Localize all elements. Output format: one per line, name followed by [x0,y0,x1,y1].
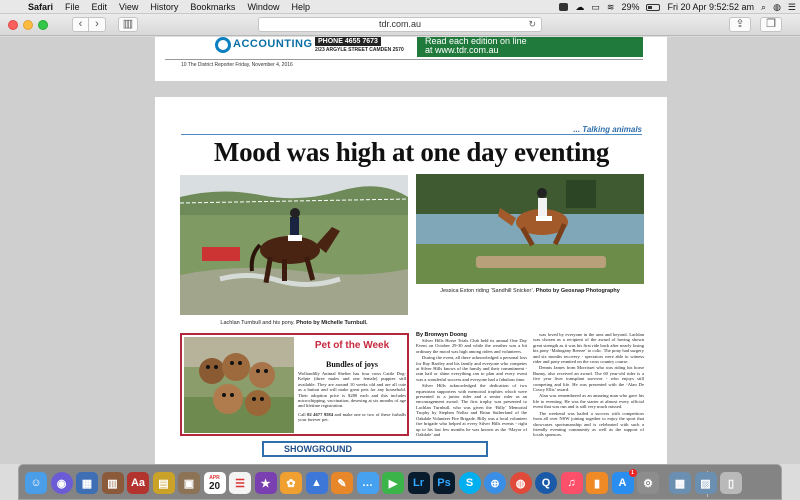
app-menu-safari[interactable]: Safari [28,1,54,12]
menu-file[interactable]: File [65,1,80,12]
photo-caption-lachlan [180,320,408,326]
article-paragraph: Dennis James from Morrisset who was riding his horse Bunny, also received an award. The 60 year-old rider is a five year liver transplant survivor - who enjoys still competing and life. He was presented with the ‘Alan De Coucy Ellis’ award. [533,365,644,393]
article-paragraph: During the event, all there acknowledged a personal loss for Ray Bartley and his family and everyone who competes at Silver Hills knows of the family and their commitment - rain hail or shine everything ran to plan and every event was a wonderful success and everyone had a fabulous time. [416,355,527,382]
menu-help[interactable]: Help [291,1,310,12]
accounting-logo-icon [215,37,231,53]
screen-mirror-icon[interactable]: ▭ [591,1,600,12]
article-paragraph: Silver Hills acknowledged the dedication of two equestrian supporters with memorial trophies which were presented to a junior rider and a senior rider as an encouragement award. The first trophy was presented to Lachlan Turnbull, who was given the ‘Billy’ Memorial Trophy by Stephen Nollar and Brian Sutherland of the Oakdale Volunteer Fire Brigade. Billy was a local volunteer fire brigade who helped at every Silver Hills events - right up to his last few months he was known as the ‘Mayor of Oakdale’ and [416,383,527,437]
browser-toolbar [0,14,800,36]
dictionary-dock-icon[interactable]: Aa [127,472,149,494]
lightroom-dock-icon[interactable]: Lr [408,472,430,494]
siri-dock-icon[interactable]: ◉ [51,472,73,494]
article-paragraph: Silver Hills Horse Trials Club held its annual One Day Event on October 29-30 and while the weather was a bit ordinary the mood was high among riders and volunteers. [416,338,527,354]
newspaper-page [155,97,667,464]
previous-newspaper-page [155,37,667,81]
share-icon: ⇪ [735,18,745,30]
tabs-icon: ❐ [766,18,776,30]
caption-text: Lachlan Turnbull and his pony. [220,320,297,326]
sidebar-icon: ▥ [122,18,134,30]
fullscreen-window-button[interactable] [38,20,48,30]
wifi-icon[interactable]: ≋ [606,1,615,12]
reload-button[interactable]: ↻ [528,19,536,29]
system-preferences-dock-icon[interactable]: ⚙ [637,472,659,494]
finder-dock-icon[interactable]: ☺ [25,472,47,494]
section-rule [181,134,642,135]
contacts-dock-icon[interactable]: ▣ [178,472,200,494]
shelter-phone: 02 4677 9584 [307,411,334,417]
menu-view[interactable]: View [119,1,139,12]
address-bar[interactable] [258,17,542,32]
back-button[interactable]: ‹ [72,17,89,32]
facetime-dock-icon[interactable]: ▶ [382,472,404,494]
article-paragraph: was loved by everyone in the area and beyond. Lachlan was chosen as a recipient of the award of having shown great strength as it was his first ride back after nearly losing his pony ‘Mahogany Breeze’ to colic. The pony had surgery and six months recovery - spectators were able to witness rider and pony reunited on the cross country course. [533,332,644,365]
spotlight-icon[interactable]: ⌕ [761,1,767,12]
online-ad-line1: Read each edition on line [425,37,527,46]
url-text: tdr.com.au [378,19,422,29]
pet-box-body [298,371,406,426]
quicktime-dock-icon[interactable]: Q [535,472,557,494]
cloud-icon[interactable]: ☁ [575,1,585,12]
online-ad-line2: at www.tdr.com.au [425,45,499,55]
chrome-dock-icon[interactable]: ◍ [510,472,532,494]
skype-dock-icon[interactable]: S [459,472,481,494]
page-footer: 10 The District Reporter Friday, November 4, 2016 [181,62,293,68]
star-app-dock-icon[interactable]: ★ [255,472,277,494]
web-content[interactable] [0,37,800,464]
caption-credit: Photo by Geosnap Photography [535,288,620,294]
messages-dock-icon[interactable]: … [357,472,379,494]
next-ad-banner: SHOWGROUND [262,441,488,457]
clock[interactable]: Fri 20 Apr 9:52:52 am [667,2,755,12]
section-tag: ... Talking animals [573,125,642,134]
status-app-icon[interactable] [559,3,568,11]
music-dock-icon[interactable]: ♫ [561,472,583,494]
forward-button[interactable]: › [89,17,106,32]
user-avatar-icon[interactable]: ◍ [773,1,781,12]
article-paragraph: The weekend was hailed a success with competitors from all over NSW joining together to enjoy the sport that showcases sportsmanship and is celebrated with such a friendly eventing community as well as the support of locals sponsors. [533,410,644,438]
article-column-2 [533,332,644,439]
notification-center-icon[interactable]: ☰ [787,1,796,12]
photo-browser-dock-icon[interactable]: ▦ [76,472,98,494]
menu-bookmarks[interactable]: Bookmarks [190,1,236,12]
accounting-ad-name: ACCOUNTING [233,38,313,50]
calendar-day: 20 [208,480,221,492]
rider-photo-jessica [416,174,644,284]
notes-app-dock-icon[interactable]: ▤ [153,472,175,494]
share-button[interactable] [729,17,751,32]
app-store-dock-icon[interactable]: A 1 [612,472,634,494]
call-prefix: Call [298,411,308,417]
pet-call-to-action [298,412,406,423]
photo-caption-jessica [416,288,644,294]
pet-box-title: Pet of the Week [314,340,390,351]
menu-bar [0,0,800,14]
caption-text: Jessica Exton riding ‘Sandhill Snicker’. [440,288,536,294]
downloads-folder-dock-icon[interactable]: ▩ [669,472,691,494]
dock [18,464,782,500]
menu-window[interactable]: Window [247,1,280,12]
documents-folder-dock-icon[interactable]: ▨ [695,472,717,494]
call-suffix: and make one or two of these furballs your furever pet. [298,411,406,423]
puppies-photo [184,337,294,433]
pet-of-the-week-box [180,333,409,436]
battery-icon[interactable] [646,4,660,11]
article-paragraph: Alan was remembered as an amazing man who gave his life to eventing. He was the starter at almost every official event that was run and is still very much missed. [533,393,644,410]
accounting-ad-address: 2/23 ARGYLE STREET CAMDEN 2570 [315,47,404,53]
close-window-button[interactable] [8,20,18,30]
accounting-ad-phone: PHONE 4655 7673 [315,37,381,46]
calendar-dock-icon[interactable] [204,472,226,494]
online-edition-ad [417,37,643,57]
sidebar-toggle-button[interactable] [118,17,138,32]
reminders-dock-icon[interactable]: ☰ [229,472,251,494]
update-badge: 1 [629,469,637,477]
calendar-month: APR [209,474,220,481]
ibooks-dock-icon[interactable]: ▮ [586,472,608,494]
safari-dock-icon[interactable]: ⊕ [484,472,506,494]
show-tabs-button[interactable] [760,17,782,32]
minimize-window-button[interactable] [23,20,33,30]
photoshop-dock-icon[interactable]: Ps [433,472,455,494]
photos-dock-icon[interactable]: ✿ [280,472,302,494]
notebook-dock-icon[interactable]: ▥ [102,472,124,494]
window-controls [8,20,48,30]
caption-credit: Photo by Michelle Turnbull. [296,320,368,326]
keynote-dock-icon[interactable]: ▲ [306,472,328,494]
article-headline: Mood was high at one day eventing [213,137,610,167]
page-divider [165,59,643,60]
menu-edit[interactable]: Edit [91,1,108,12]
pet-description: Wollondilly Animal Shelter has four cross Cattle Dog- Kelpie (three males and one female) puppies still available. They are around 10 weeks old and are all cute as a button and will make great pets for any household. Their adoption price is $280 each and this includes microchipping, vaccination, desexing at six months of age and lifetime registration. [298,371,406,409]
trash-dock-icon[interactable]: ▯ [720,472,742,494]
article-column-1 [416,338,527,438]
battery-percent[interactable]: 29% [621,2,640,12]
article-byline: By Bronwyn Doong [416,332,468,338]
menu-history[interactable]: History [150,1,179,12]
pages-dock-icon[interactable]: ✎ [331,472,353,494]
pet-box-subtitle: Bundles of joys [325,360,378,369]
rider-photo-lachlan [180,175,408,315]
history-navigation [72,17,106,32]
